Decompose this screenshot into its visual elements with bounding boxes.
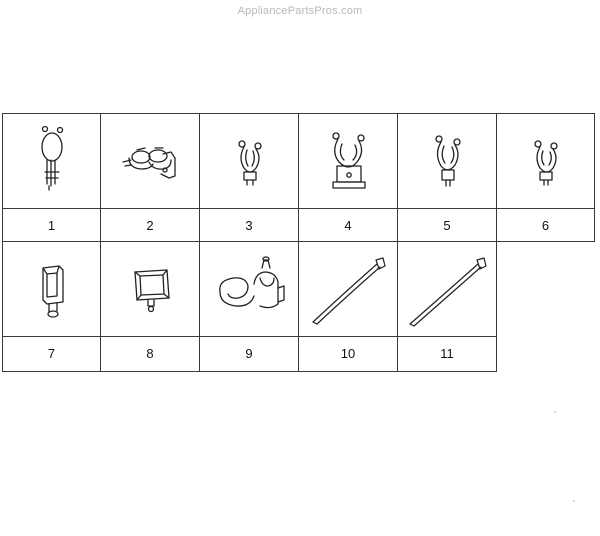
pipe-clamp-icon xyxy=(101,114,201,209)
part-cell-6[interactable] xyxy=(496,113,595,242)
part-image-7 xyxy=(3,242,100,337)
wire-clip-icon xyxy=(200,114,300,209)
double-clamp-icon xyxy=(200,242,300,337)
part-number-10: 10 xyxy=(340,346,356,361)
part-image-11 xyxy=(398,242,496,337)
frame-clip-icon xyxy=(101,242,201,337)
part-cell-9[interactable] xyxy=(199,241,299,372)
part-number-9: 9 xyxy=(245,346,253,361)
part-number-5: 5 xyxy=(443,218,451,233)
speck xyxy=(573,500,575,502)
part-number-1: 1 xyxy=(47,218,56,233)
part-cell-10[interactable] xyxy=(298,241,398,372)
edge-clip-icon xyxy=(3,242,102,337)
wire-clip-icon xyxy=(497,114,596,209)
part-cell-5[interactable] xyxy=(397,113,497,242)
wire-clip-icon xyxy=(398,114,498,209)
part-cell-11[interactable] xyxy=(397,241,497,372)
part-number-4: 4 xyxy=(344,218,352,233)
watermark: AppliancePartsPros.com xyxy=(237,5,363,17)
part-number-11: 11 xyxy=(440,346,454,361)
part-number-6: 6 xyxy=(541,218,550,233)
part-cell-3[interactable] xyxy=(199,113,299,242)
part-number-3: 3 xyxy=(245,218,253,233)
parts-grid xyxy=(2,113,595,372)
part-image-9 xyxy=(200,242,298,337)
part-number-8: 8 xyxy=(146,346,154,361)
part-image-10 xyxy=(299,242,397,337)
part-cell-1[interactable] xyxy=(2,113,101,242)
part-image-5 xyxy=(398,114,496,209)
part-cell-8[interactable] xyxy=(100,241,200,372)
loop-clamp-icon xyxy=(3,114,102,209)
part-image-1 xyxy=(3,114,100,209)
part-number-7: 7 xyxy=(47,346,56,361)
bracket-clip-icon xyxy=(299,114,399,209)
part-image-3 xyxy=(200,114,298,209)
cable-tie-icon xyxy=(299,242,399,337)
part-image-6 xyxy=(497,114,594,209)
speck xyxy=(554,411,556,413)
part-cell-7[interactable] xyxy=(2,241,101,372)
part-image-8 xyxy=(101,242,199,337)
part-cell-4[interactable] xyxy=(298,113,398,242)
cable-tie-icon xyxy=(398,242,498,337)
part-number-2: 2 xyxy=(146,218,154,233)
part-image-2 xyxy=(101,114,199,209)
part-image-4 xyxy=(299,114,397,209)
part-cell-2[interactable] xyxy=(100,113,200,242)
